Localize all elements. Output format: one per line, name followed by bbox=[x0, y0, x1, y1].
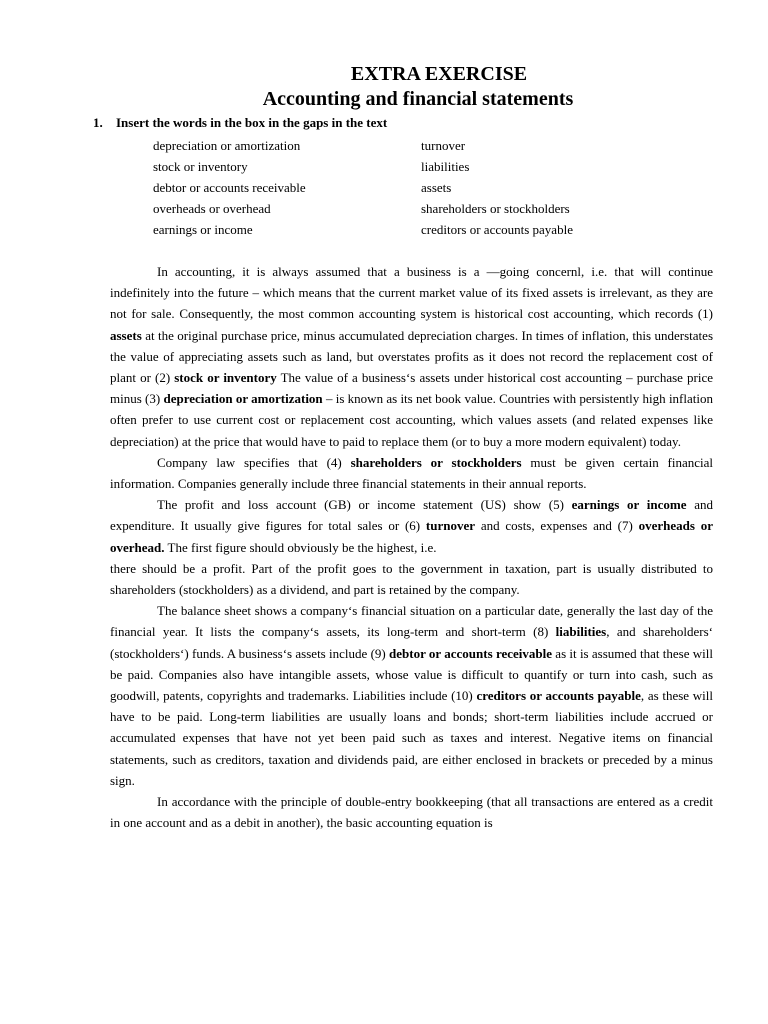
answer-word: shareholders or stockholders bbox=[350, 454, 522, 470]
word-box-item: shareholders or stockholders bbox=[421, 201, 570, 216]
word-box-row bbox=[153, 177, 673, 198]
text-segment: Company law specifies that (4) bbox=[157, 454, 351, 470]
paragraph bbox=[110, 494, 713, 558]
text-segment: at the original purchase price, minus accumulated depreciation charges. In times of inflation, this understates the value of appreciating assets such as land, but overstates profits as it does not record the replacement cost of plant or (2) bbox=[110, 327, 713, 386]
answer-word: earnings or income bbox=[571, 497, 687, 513]
paragraph bbox=[110, 558, 713, 600]
text-segment: , as these will have to be paid. Long-term liabilities are usually loans and bonds; short-term liabilities include accrued or accumulated expenses that have not yet been paid such as taxes and interest. Negative items on financial statements, such as creditors, taxation and dividends paid, are either enclosed in brackets or preceded by a minus sign. bbox=[110, 688, 714, 788]
answer-word: stock or inventory bbox=[174, 370, 277, 386]
paragraph bbox=[110, 261, 713, 452]
body-text bbox=[110, 261, 713, 833]
word-box-item: stock or inventory bbox=[153, 159, 248, 174]
answer-word: depreciation or amortization bbox=[163, 391, 323, 407]
text-segment: In accordance with the principle of double-entry bookkeeping (that all transactions are entered as a credit in one account and as a debit in another), the basic accounting equation is bbox=[110, 794, 713, 831]
text-segment: there should be a profit. Part of the profit goes to the government in taxation, part is usually distributed to shareholders (stockholders) as a dividend, and part is retained by the company. bbox=[110, 560, 713, 598]
text-segment: In accounting, it is always assumed that a business is a —going concernl, i.e. that will continue indefinitely into the future – which means that the current market value of its fixed assets is irrelevant, as they are not for sale. Consequently, the most common accounting system is historical cost accounting, which records (1) bbox=[110, 264, 713, 322]
text-segment: , and shareholders‘ (stockholders‘) funds. A business‘s assets include (9) bbox=[110, 624, 713, 661]
answer-word: turnover bbox=[425, 518, 476, 534]
word-box-item: liabilities bbox=[421, 159, 470, 174]
word-box-row bbox=[153, 219, 673, 240]
paragraph bbox=[110, 452, 713, 494]
word-box-item: turnover bbox=[421, 138, 466, 153]
document-title: EXTRA EXERCISE bbox=[350, 63, 528, 85]
text-segment: The value of a business‘s assets under historical cost accounting – purchase price minus (3) bbox=[110, 370, 713, 407]
text-segment: The balance sheet shows a company‘s financial situation on a particular date, generally the last day of the financial year. It lists the company‘s assets, its long-term and short-term (8) bbox=[110, 603, 713, 640]
word-box-item: overheads or overhead bbox=[153, 201, 271, 216]
paragraph bbox=[110, 600, 713, 791]
word-box-row bbox=[153, 135, 673, 156]
text-segment: must be given certain financial information. Companies generally include three financial statements in their annual reports. bbox=[110, 454, 713, 492]
task-instruction bbox=[93, 115, 387, 131]
answer-word: liabilities bbox=[555, 624, 607, 640]
task-text: Insert the words in the box in the gaps in the text bbox=[116, 115, 388, 130]
document-subtitle: Accounting and financial statements bbox=[262, 88, 574, 110]
answer-word: creditors or accounts payable bbox=[476, 688, 641, 704]
answer-word: overheads or overhead. bbox=[110, 518, 713, 555]
answer-word: debtor or accounts receivable bbox=[389, 645, 553, 661]
word-box-item: debtor or accounts receivable bbox=[153, 180, 306, 195]
text-segment: and costs, expenses and (7) bbox=[475, 518, 639, 534]
task-number: 1. bbox=[93, 115, 103, 130]
word-box-item: assets bbox=[421, 180, 452, 195]
answer-word: assets bbox=[110, 327, 142, 343]
word-box-item: depreciation or amortization bbox=[153, 138, 301, 153]
text-segment: – is known as its net book value. Countries with persistently high inflation often prefer to use current cost or replacement cost accounting, which values assets (and related expenses like depreciation) at the price that would have to paid to replace them (or to buy a more modern equivalent) today. bbox=[110, 391, 713, 449]
text-segment: The profit and loss account (GB) or income statement (US) show (5) bbox=[157, 497, 572, 513]
word-box bbox=[153, 135, 673, 240]
word-box-item: earnings or income bbox=[153, 222, 253, 237]
text-segment: The first figure should obviously be the highest, i.e. bbox=[164, 539, 437, 555]
paragraph bbox=[110, 791, 713, 833]
text-segment: and expenditure. It usually give figures for total sales or (6) bbox=[110, 497, 713, 534]
text-segment: as it is assumed that these will be paid. Companies also have intangible assets, whose value is difficult to quantify or turn into cash, such as goodwill, patents, copyrights and trademarks. Liabilities include (10) bbox=[110, 645, 713, 704]
word-box-row bbox=[153, 198, 673, 219]
word-box-row bbox=[153, 156, 673, 177]
word-box-item: creditors or accounts payable bbox=[421, 222, 573, 237]
